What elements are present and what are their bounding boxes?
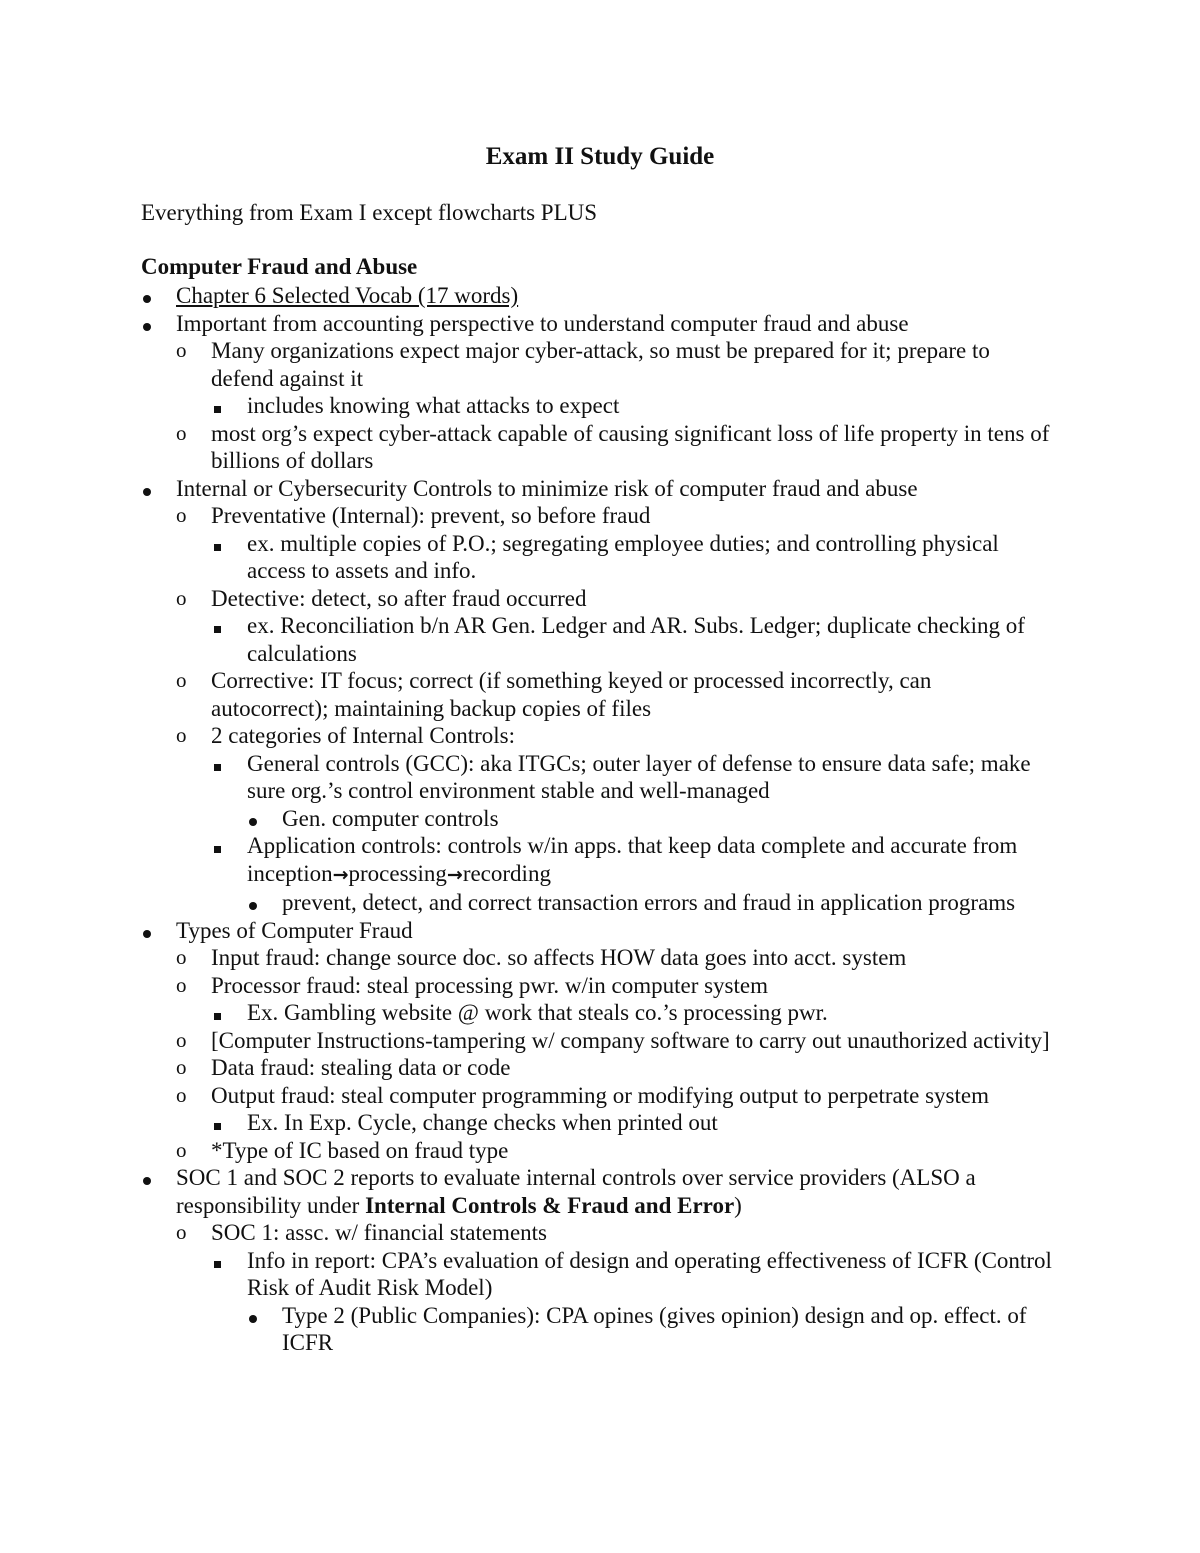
list-item-text: Data fraud: stealing data or code: [211, 1055, 511, 1080]
list-item: [0, 667, 1052, 722]
list-item-text: General controls (GCC): aka ITGCs; outer layer of defense to ensure data safe; make sure org.’s control environment stable and well-managed: [247, 750, 1031, 803]
square-bullet-icon: [212, 1247, 236, 1275]
square-bullet-icon: [212, 1109, 236, 1137]
list-item-text: Application controls: controls w/in apps. that keep data complete and accurate from inception→processing→recording: [247, 833, 1018, 886]
list-item-text: Output fraud: steal computer programming or modifying output to perpetrate system: [211, 1082, 989, 1108]
list-item-text: ex. Reconciliation b/n AR Gen. Ledger and AR. Subs. Ledger; duplicate checking of calculations: [247, 613, 1025, 666]
list-item-text: Ex. Gambling website @ work that steals co.’s processing pwr.: [247, 1000, 828, 1025]
square-bullet-icon: [212, 999, 236, 1027]
list-item-text: Many organizations expect major cyber-attack, so must be prepared for it; prepare to defend against it: [211, 338, 990, 391]
list-item: [0, 1219, 1052, 1247]
list-item-text: Preventative (Internal): prevent, so before fraud: [211, 503, 651, 528]
circle-bullet-icon: o: [176, 1027, 187, 1052]
list-item: [0, 502, 1052, 530]
circle-bullet-icon: o: [176, 1220, 187, 1244]
list-item-text: SOC 1 and SOC 2 reports to evaluate internal controls over service providers (ALSO a responsibility under Internal Controls & Fraud and Error): [176, 1165, 976, 1218]
list-item: [0, 1054, 1052, 1082]
circle-bullet-icon: o: [176, 972, 187, 997]
circle-bullet-icon: o: [176, 585, 187, 610]
bold-reference: Internal Controls & Fraud and Error: [365, 1192, 735, 1218]
circle-bullet-icon: o: [176, 1055, 187, 1079]
list-item: [0, 1082, 1052, 1110]
bullet-icon: [141, 282, 165, 310]
list-item: [0, 805, 1052, 833]
list-item: [0, 889, 1052, 917]
bullet-icon: [247, 1302, 271, 1330]
arrow-right-icon: →: [446, 863, 463, 886]
list-item-text: [Computer Instructions-tampering w/ company software to carry out unauthorized activity]: [211, 1027, 1050, 1053]
list-item-text: 2 categories of Internal Controls:: [211, 723, 516, 748]
bullet-icon: [247, 805, 271, 833]
list-item: [0, 722, 1052, 750]
list-item-text: Type 2 (Public Companies): CPA opines (gives opinion) design and op. effect. of ICFR: [282, 1302, 1027, 1355]
list-item-text: SOC 1: assc. w/ financial statements: [211, 1220, 547, 1245]
list-item: [0, 475, 1052, 503]
circle-bullet-icon: o: [176, 668, 187, 692]
list-item: [0, 420, 1052, 475]
list-item: [0, 530, 1052, 585]
list-item-text: Corrective: IT focus; correct (if something keyed or processed incorrectly, can autocorrect); maintaining backup copies of files: [211, 668, 932, 721]
list-item-text: includes knowing what attacks to expect: [247, 393, 620, 418]
square-bullet-icon: [212, 530, 236, 558]
list-item-text: Ex. In Exp. Cycle, change checks when printed out: [247, 1110, 718, 1135]
list-item: [0, 750, 1052, 805]
bullet-icon: [141, 917, 165, 945]
vocab-link-text: Chapter 6 Selected Vocab (17 words): [176, 283, 519, 308]
list-item-text: Input fraud: change source doc. so affects HOW data goes into acct. system: [211, 945, 907, 970]
intro-line: Everything from Exam I except flowcharts PLUS: [141, 200, 598, 225]
square-bullet-icon: [212, 750, 236, 778]
bullet-icon: [141, 310, 165, 338]
list-item: [0, 1109, 1052, 1137]
circle-bullet-icon: o: [176, 1137, 187, 1162]
list-item: [0, 392, 1052, 420]
circle-bullet-icon: o: [176, 338, 187, 362]
list-item-text: Types of Computer Fraud: [176, 917, 413, 943]
circle-bullet-icon: o: [176, 503, 187, 527]
square-bullet-icon: [212, 392, 236, 420]
list-item-text: prevent, detect, and correct transaction errors and fraud in application programs: [282, 890, 1016, 915]
bullet-icon: [141, 475, 165, 503]
list-item-text: most org’s expect cyber-attack capable of causing significant loss of life property in tens of billions of dollars: [211, 420, 1050, 473]
list-item-text: Info in report: CPA’s evaluation of design and operating effectiveness of ICFR (Control Risk of Audit Risk Model): [247, 1247, 1052, 1300]
list-item-text: Important from accounting perspective to understand computer fraud and abuse: [176, 310, 909, 336]
circle-bullet-icon: o: [176, 723, 187, 747]
list-item: [0, 612, 1052, 667]
outline-list: [0, 282, 1200, 1357]
document-title: Exam II Study Guide: [485, 143, 715, 170]
square-bullet-icon: [212, 612, 236, 640]
list-item: [0, 1302, 1052, 1357]
list-item: [0, 310, 1052, 338]
list-item: [0, 1247, 1052, 1302]
list-item: [0, 585, 1052, 613]
circle-bullet-icon: o: [176, 945, 187, 969]
square-bullet-icon: [212, 832, 236, 860]
list-item: [0, 1164, 1052, 1219]
section-heading: Computer Fraud and Abuse: [141, 254, 418, 279]
list-item-text: Processor fraud: steal processing pwr. w/in computer system: [211, 972, 768, 998]
bullet-icon: [247, 889, 271, 917]
list-item: [0, 337, 1052, 392]
list-item-text: *Type of IC based on fraud type: [211, 1137, 509, 1163]
list-item-text: ex. multiple copies of P.O.; segregating employee duties; and controlling physical access to assets and info.: [247, 530, 999, 583]
list-item-text: Gen. computer controls: [282, 805, 499, 831]
list-item: [0, 832, 1052, 889]
list-item: [0, 1027, 1052, 1055]
arrow-right-icon: →: [332, 863, 349, 886]
list-item: [0, 972, 1052, 1000]
bullet-icon: [141, 1164, 165, 1192]
list-item-text: Detective: detect, so after fraud occurred: [211, 585, 587, 611]
list-item: [0, 999, 1052, 1027]
list-item-text: Internal or Cybersecurity Controls to minimize risk of computer fraud and abuse: [176, 475, 918, 501]
list-item: [0, 944, 1052, 972]
list-item: [0, 917, 1052, 945]
circle-bullet-icon: o: [176, 1082, 187, 1107]
list-item: [0, 282, 1052, 310]
list-item: [0, 1137, 1052, 1165]
circle-bullet-icon: o: [176, 420, 187, 445]
